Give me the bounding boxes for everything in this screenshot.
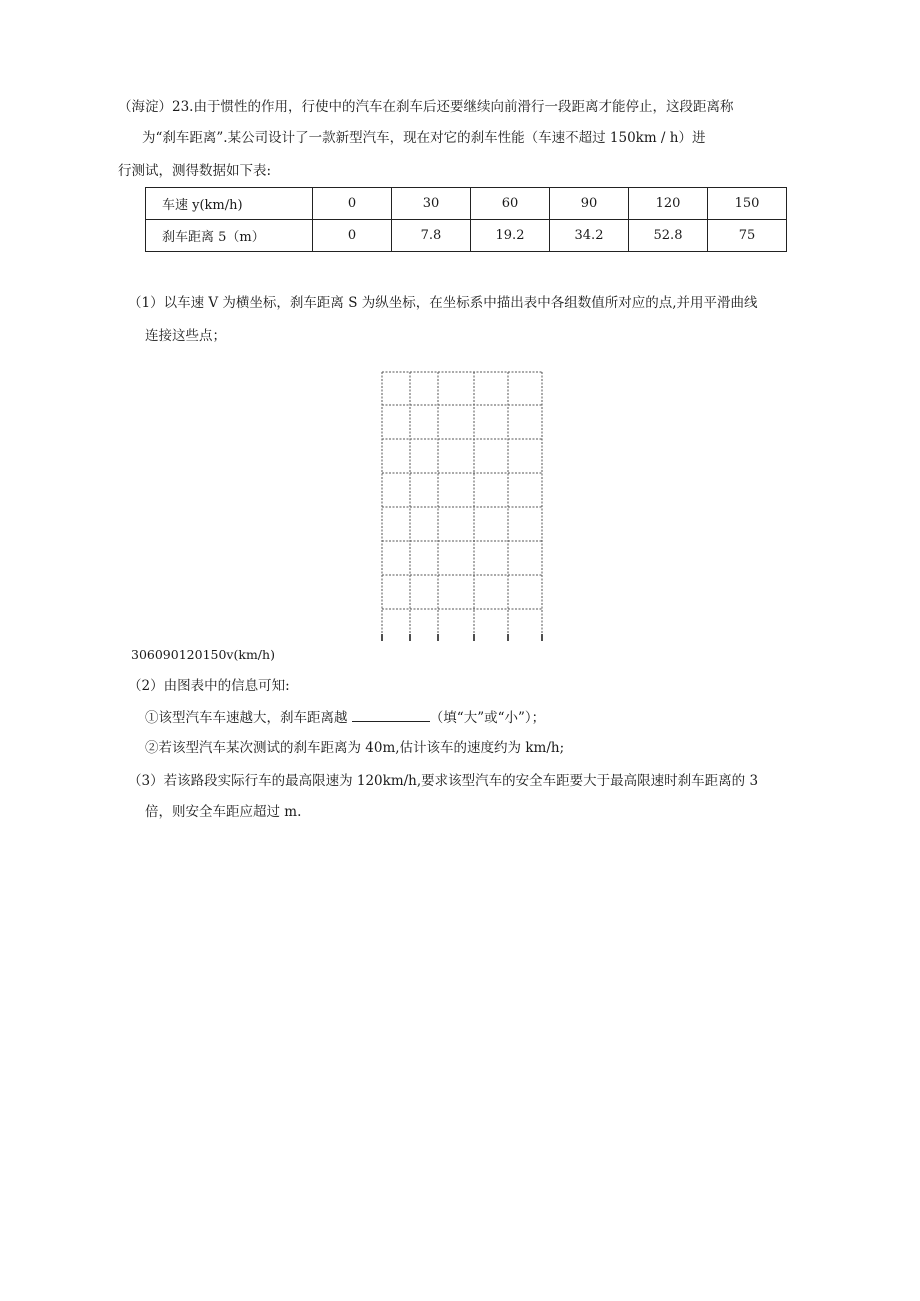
table-cell: 19.2: [471, 220, 550, 252]
table-cell: 60: [471, 188, 550, 220]
table-cell: 150: [708, 188, 787, 220]
question-3-line-1: （3）若该路段实际行车的最高限速为 120km/h,要求该型汽车的安全车距要大于最高限速时刹车距离的 3: [128, 773, 759, 789]
question-2-title: （2）由图表中的信息可知:: [128, 678, 290, 694]
table-cell: 0: [313, 188, 392, 220]
question-2-item-1-text: ①该型汽车车速越大，刹车距离越: [145, 710, 352, 726]
table-cell: 0: [313, 220, 392, 252]
question-1-line-2: 连接这些点；: [145, 328, 226, 344]
question-3-line-2: 倍，则安全车距应超过 m.: [145, 804, 302, 820]
table-cell: 120: [629, 188, 708, 220]
table-cell: 34.2: [550, 220, 629, 252]
table-cell: 52.8: [629, 220, 708, 252]
intro-line-3: 行测试，测得数据如下表:: [118, 163, 272, 179]
answer-blank[interactable]: [352, 707, 430, 722]
data-table: [145, 187, 787, 252]
question-2-item-1: [145, 707, 545, 728]
coordinate-grid: [378, 370, 548, 645]
table-row-label: 车速 y(km/h): [146, 188, 313, 220]
table-row-speed: [146, 188, 787, 220]
table-cell: 75: [708, 220, 787, 252]
question-2-item-1-hint: （填“大”或“小”）；: [429, 710, 546, 726]
table-row-distance: [146, 220, 787, 252]
table-cell: 30: [392, 188, 471, 220]
table-cell: 7.8: [392, 220, 471, 252]
table-cell: 90: [550, 188, 629, 220]
intro-line-1: （海淀）23.由于惯性的作用，行使中的汽车在刹车后还要继续向前滑行一段距离才能停止，这段距离称: [118, 99, 734, 115]
table-row-label: 刹车距离 5（m）: [146, 220, 313, 252]
axis-label: 306090120150v(km/h): [131, 647, 275, 662]
intro-line-2: 为“刹车距离”.某公司设计了一款新型汽车，现在对它的刹车性能（车速不超过 150km / h）进: [142, 130, 706, 146]
question-1-line-1: （1）以车速 V 为横坐标，刹车距离 S 为纵坐标，在坐标系中描出表中各组数值所对应的点,并用平滑曲线: [128, 295, 758, 311]
question-2-item-2: ②若该型汽车某次测试的刹车距离为 40m,估计该车的速度约为 km/h;: [145, 740, 565, 756]
